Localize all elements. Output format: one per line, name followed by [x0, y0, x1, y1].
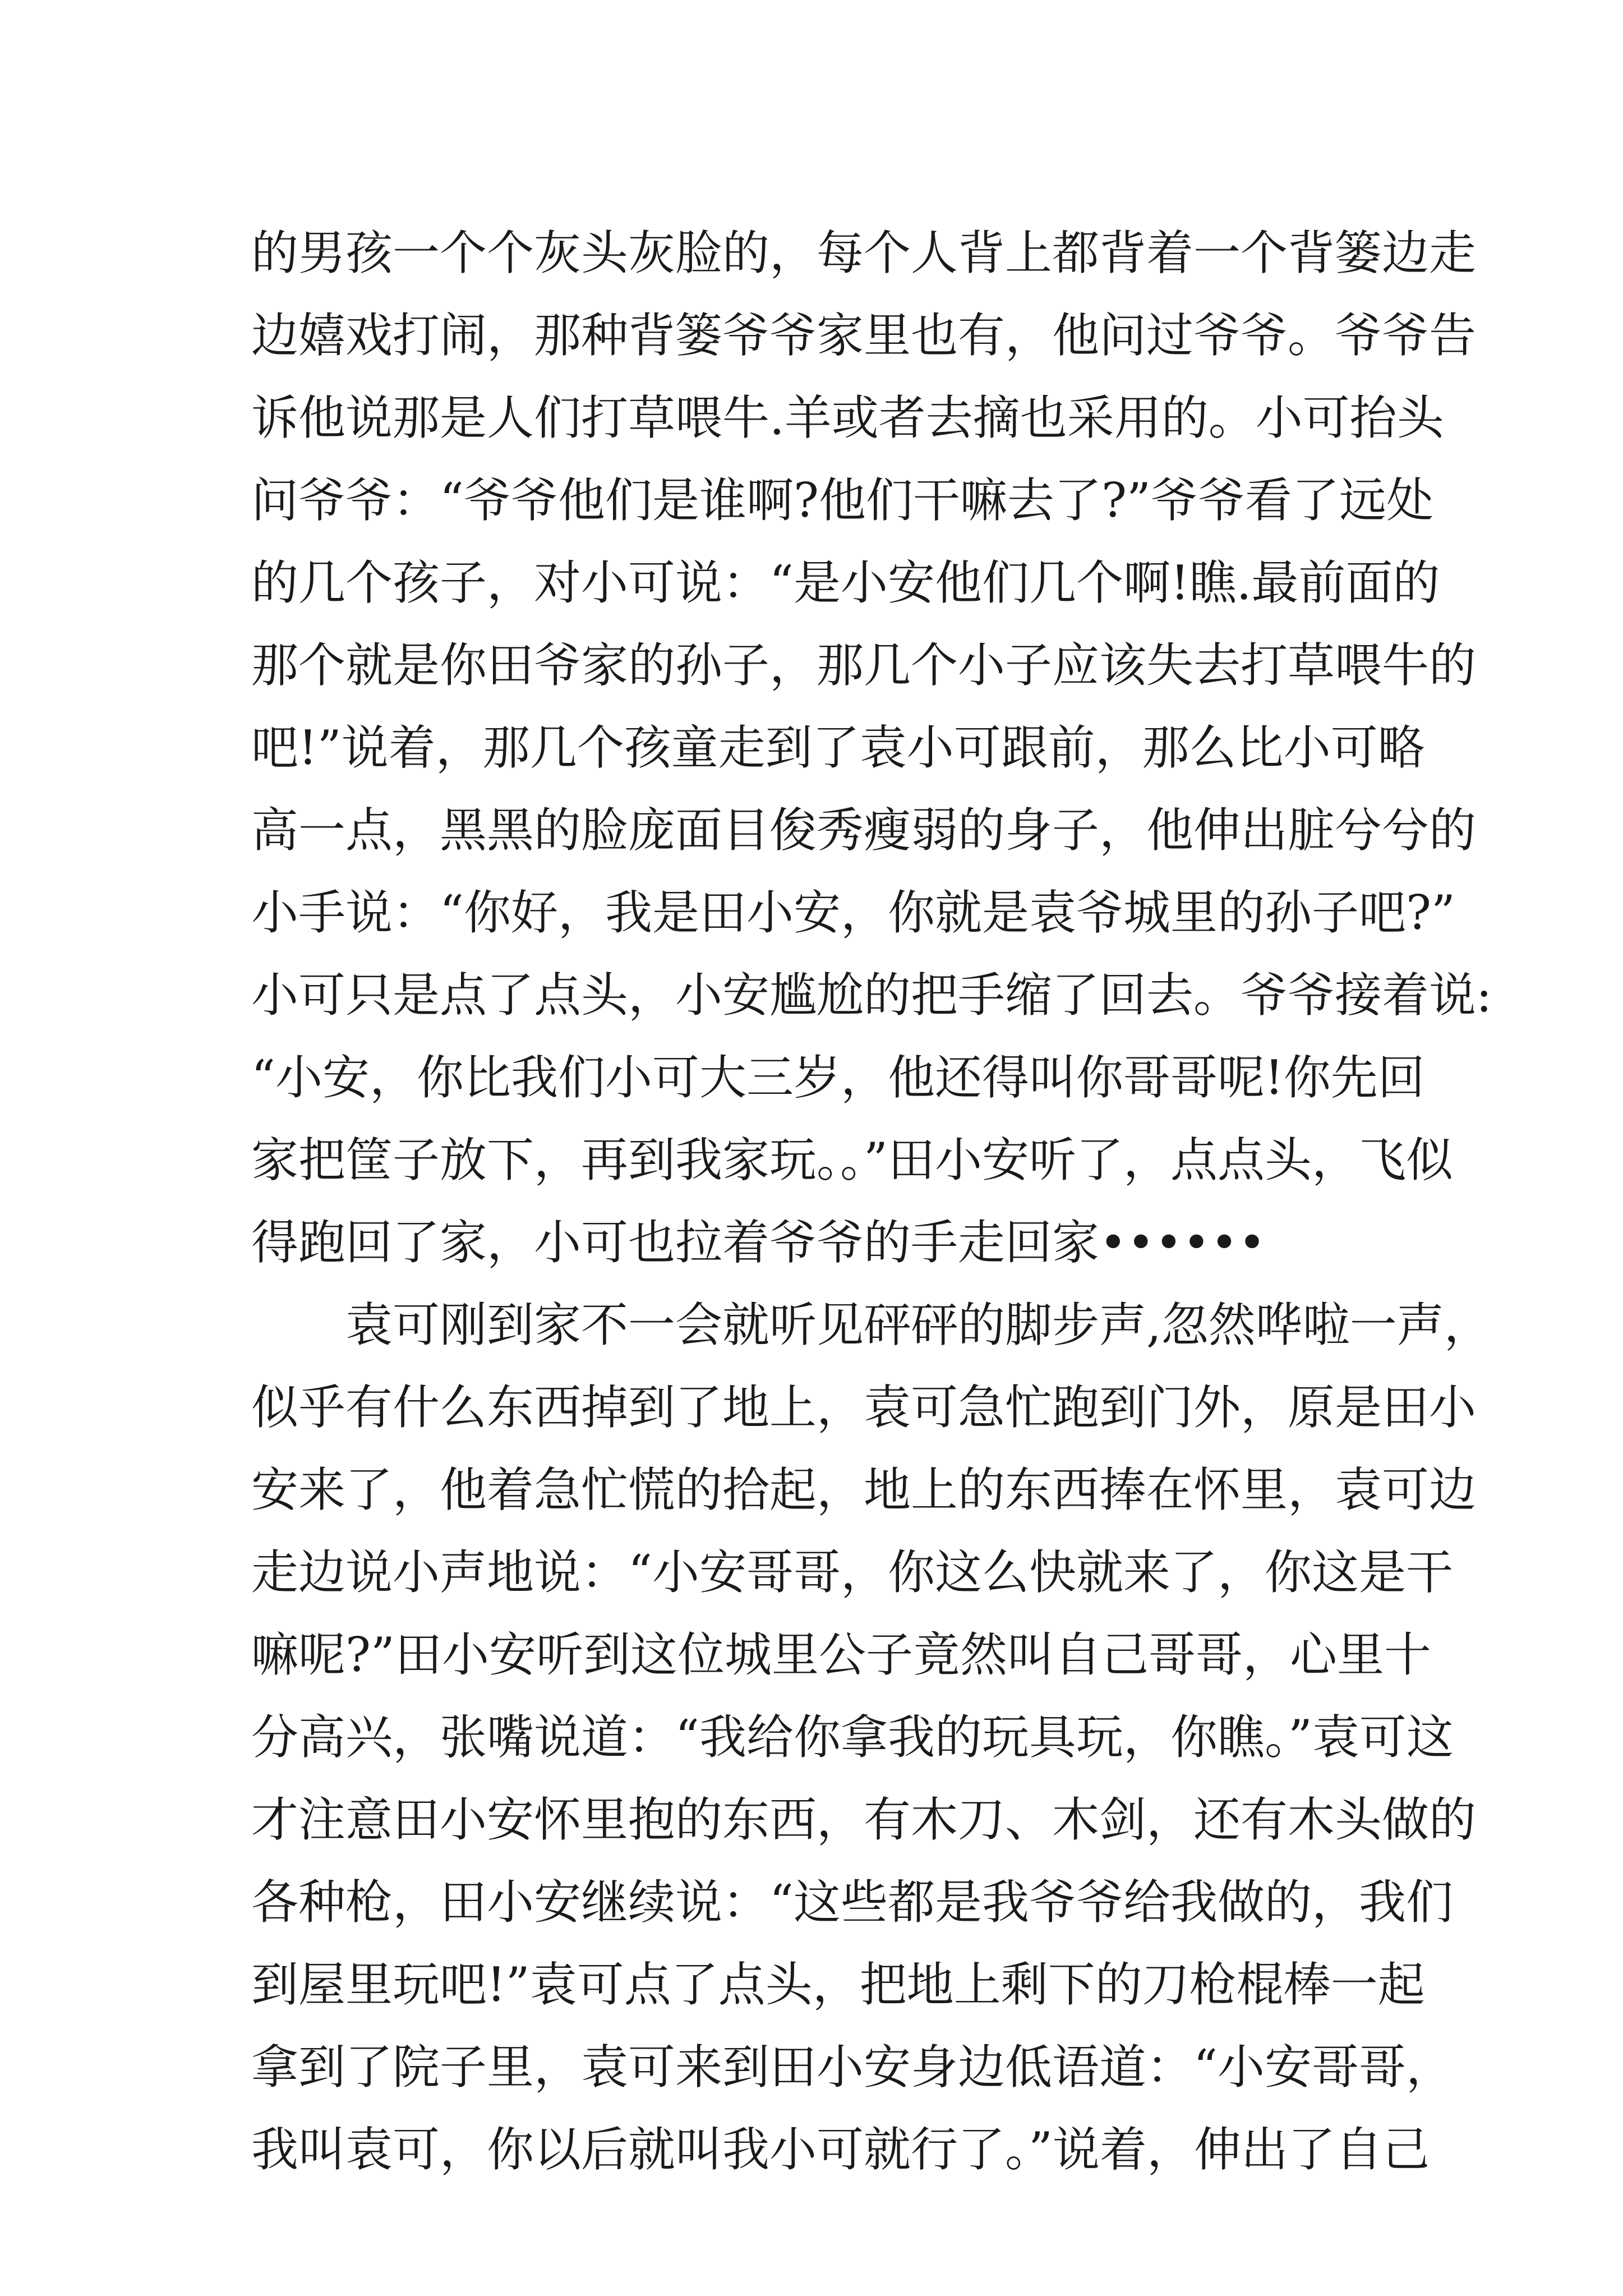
text-line: 拿到了院子里，袁可来到田小安身边低语道：“小安哥哥，: [251, 2040, 1453, 2095]
body-text: [251, 212, 1492, 2191]
text-line: 得跑回了家，小可也拉着爷爷的手走回家••••••: [251, 1215, 1266, 1270]
text-line: 小手说：“你好，我是田小安，你就是袁爷城里的孙子吧?”: [251, 885, 1455, 940]
text-line: 安来了，他着急忙慌的拾起，地上的东西捧在怀里，袁可边: [251, 1462, 1477, 1517]
text-line: 吧!”说着，那几个孩童走到了袁小可跟前，那么比小可略: [251, 720, 1425, 775]
paragraph-1: [251, 212, 1492, 1284]
text-line: 高一点，黑黑的脸庞面目俊秀瘦弱的身子，他伸出脏兮兮的: [251, 803, 1477, 858]
text-line: 的几个孩子，对小可说：“是小安他们几个啊!瞧.最前面的: [251, 555, 1440, 610]
text-line: 各种枪，田小安继续说：“这些都是我爷爷给我做的，我们: [251, 1875, 1453, 1930]
text-line: 走边说小声地说：“小安哥哥，你这么快就来了，你这是干: [251, 1545, 1453, 1600]
text-line: “小安，你比我们小可大三岁，他还得叫你哥哥呢!你先回: [251, 1050, 1425, 1105]
text-line: 的男孩一个个灰头灰脸的，每个人背上都背着一个背篓边走: [251, 226, 1477, 280]
text-line: 问爷爷：“爷爷他们是谁啊?他们干嘛去了?”爷爷看了远处: [251, 473, 1433, 528]
text-line: 嘛呢?”田小安听到这位城里公子竟然叫自己哥哥，心里十: [251, 1627, 1431, 1682]
text-line: 到屋里玩吧!”袁可点了点头，把地上剩下的刀枪棍棒一起: [251, 1957, 1425, 2012]
text-line: 小可只是点了点头，小安尴尬的把手缩了回去。爷爷接着说:: [251, 968, 1492, 1023]
text-line: 我叫袁可，你以后就叫我小可就行了。”说着，伸出了自己: [251, 2122, 1430, 2177]
text-line: 似乎有什么东西掉到了地上，袁可急忙跑到门外，原是田小: [251, 1380, 1477, 1435]
paragraph-2: [251, 1284, 1491, 2191]
text-line: 家把筐子放下，再到我家玩。。”田小安听了，点点头，飞似: [251, 1133, 1453, 1188]
text-line: 边嬉戏打闹，那种背篓爷爷家里也有，他问过爷爷。爷爷告: [251, 308, 1477, 363]
text-line: 诉他说那是人们打草喂牛.羊或者去摘也采用的。小可抬头: [251, 390, 1444, 445]
text-line: 分高兴，张嘴说道：“我给你拿我的玩具玩，你瞧。”袁可这: [251, 1710, 1454, 1765]
text-line: 袁可刚到家不一会就听见砰砰的脚步声,忽然哗啦一声，: [345, 1297, 1491, 1352]
text-line: 才注意田小安怀里抱的东西，有木刀、木剑，还有木头做的: [251, 1792, 1477, 1847]
text-line: 那个就是你田爷家的孙子，那几个小子应该失去打草喂牛的: [251, 638, 1477, 693]
